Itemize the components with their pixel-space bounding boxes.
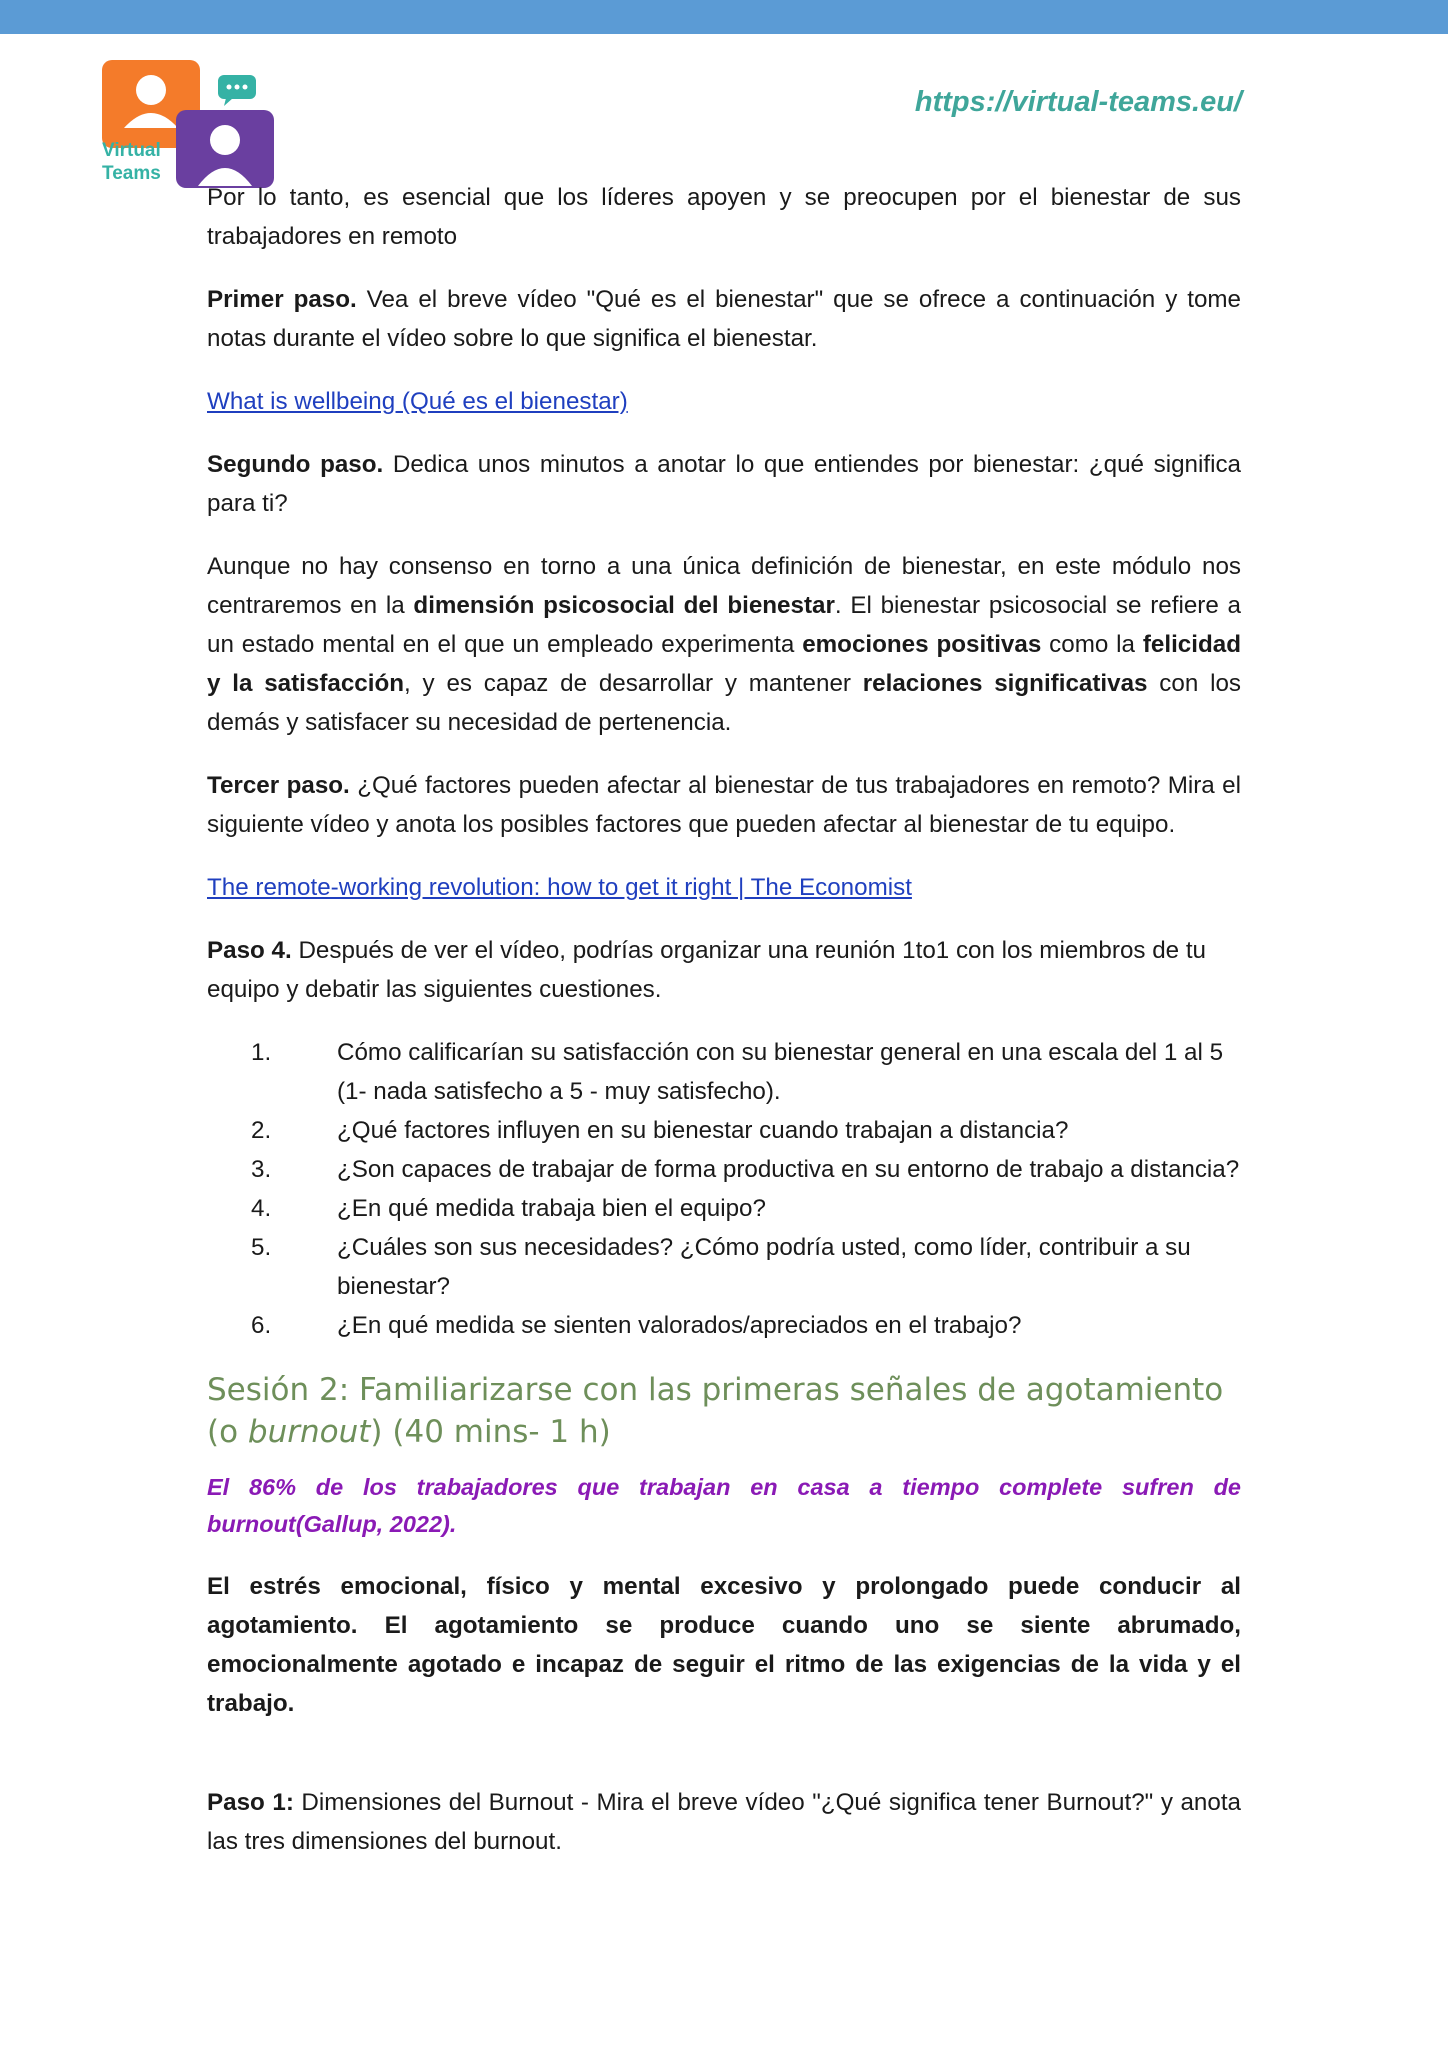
- definition-text-3: como la: [1041, 631, 1143, 658]
- logo-text-virtual: Virtual: [102, 140, 161, 161]
- definition-bold-4: relaciones significativas: [862, 670, 1148, 697]
- step3-paragraph: [207, 766, 1241, 844]
- wellbeing-video-link[interactable]: What is wellbeing (Qué es el bienestar): [207, 388, 628, 415]
- list-item: [207, 1189, 1241, 1228]
- session2-step1-label: Paso 1:: [207, 1789, 294, 1816]
- session2-step1-paragraph: [207, 1783, 1241, 1861]
- questions-list: [207, 1033, 1241, 1345]
- session2-heading-text-2: ) (40 mins- 1 h): [370, 1414, 611, 1450]
- list-item-number: 3.: [251, 1156, 272, 1183]
- step3-label: Tercer paso.: [207, 772, 350, 799]
- step4-paragraph: [207, 931, 1241, 1009]
- list-item-text: ¿En qué medida trabaja bien el equipo?: [337, 1195, 766, 1222]
- list-item: [207, 1033, 1241, 1111]
- step1-label: Primer paso.: [207, 286, 357, 313]
- list-item-number: 2.: [251, 1117, 272, 1144]
- list-item-text: ¿Cuáles son sus necesidades? ¿Cómo podría usted, como líder, contribuir a su bienestar?: [337, 1234, 1191, 1300]
- logo-person-head-purple: [210, 125, 240, 155]
- logo-graphic: [100, 58, 280, 188]
- list-item-text: ¿En qué medida se sienten valorados/apreciados en el trabajo?: [337, 1312, 1022, 1339]
- list-item: [207, 1228, 1241, 1306]
- list-item: [207, 1150, 1241, 1189]
- definition-text-1: Aunque no hay consenso en torno a una única definición de bienestar, en este módulo nos centraremos en la: [207, 553, 1241, 619]
- step1-paragraph: [207, 280, 1241, 358]
- list-item: [207, 1111, 1241, 1150]
- link2-paragraph: [207, 868, 1241, 907]
- economist-video-link[interactable]: The remote-working revolution: how to get it right | The Economist: [207, 874, 912, 901]
- definition-paragraph: [207, 547, 1241, 742]
- virtual-teams-logo: [100, 58, 280, 188]
- session2-heading-italic: burnout: [247, 1414, 371, 1450]
- definition-text-5: con los demás y satisfacer su necesidad de pertenencia.: [207, 670, 1241, 736]
- logo-text-teams: Teams: [102, 163, 161, 184]
- top-accent-bar: [0, 0, 1448, 34]
- definition-bold-3: felicidad y la satisfacción: [207, 631, 1241, 697]
- step2-text: Dedica unos minutos a anotar lo que entiendes por bienestar: ¿qué significa para ti?: [207, 451, 1241, 517]
- session2-heading-text-1: Sesión 2: Familiarizarse con las primeras señales de agotamiento (o: [207, 1372, 1224, 1450]
- link1-paragraph: [207, 382, 1241, 421]
- session2-step1-text: Dimensiones del Burnout - Mira el breve vídeo "¿Qué significa tener Burnout?" y anota las tres dimensiones del burnout.: [207, 1789, 1241, 1855]
- logo-chat-tail: [224, 98, 233, 106]
- list-item-number: 5.: [251, 1234, 272, 1261]
- definition-text-2: . El bienestar psicosocial se refiere a un estado mental en el que un empleado experimenta: [207, 592, 1241, 658]
- burnout-statistic: El 86% de los trabajadores que trabajan en casa a tiempo complete sufren de burnout(Gallup, 2022).: [207, 1474, 1241, 1537]
- step3-text: ¿Qué factores pueden afectar al bienestar de tus trabajadores en remoto? Mira el siguiente vídeo y anota los posibles factores que pueden afectar al bienestar de tu equipo.: [207, 772, 1241, 838]
- step2-paragraph: [207, 445, 1241, 523]
- document-body: [207, 178, 1241, 1885]
- list-item-text: ¿Son capaces de trabajar de forma productiva en su entorno de trabajo a distancia?: [337, 1156, 1240, 1183]
- intro-paragraph: Por lo tanto, es esencial que los líderes apoyen y se preocupen por el bienestar de sus trabajadores en remoto: [207, 184, 1241, 250]
- definition-bold-1: dimensión psicosocial del bienestar: [413, 592, 835, 619]
- step4-text: Después de ver el vídeo, podrías organizar una reunión 1to1 con los miembros de tu equipo y debatir las siguientes cuestiones.: [207, 937, 1207, 1003]
- step1-text: Vea el breve vídeo "Qué es el bienestar" que se ofrece a continuación y tome notas durante el vídeo sobre lo que significa el bienestar.: [207, 286, 1241, 352]
- site-url[interactable]: https://virtual-teams.eu/: [914, 86, 1242, 118]
- step4-label: Paso 4.: [207, 937, 292, 964]
- list-item-text: ¿Qué factores influyen en su bienestar cuando trabajan a distancia?: [337, 1117, 1069, 1144]
- step2-label: Segundo paso.: [207, 451, 384, 478]
- logo-person-head-orange: [136, 75, 166, 105]
- list-item-number: 1.: [251, 1039, 272, 1066]
- list-item-number: 6.: [251, 1312, 272, 1339]
- list-item-text: Cómo calificarían su satisfacción con su bienestar general en una escala del 1 al 5 (1- nada satisfecho a 5 - muy satisfecho).: [337, 1039, 1224, 1105]
- burnout-definition-paragraph: El estrés emocional, físico y mental excesivo y prolongado puede conducir al agotamiento. El agotamiento se produce cuando uno se siente abrumado, emocionalmente agotado e incapaz de seguir el ritmo de las exigencias de la vida y el trabajo.: [207, 1573, 1241, 1717]
- list-item-number: 4.: [251, 1195, 272, 1222]
- definition-text-4: , y es capaz de desarrollar y mantener: [404, 670, 863, 697]
- definition-bold-2: emociones positivas: [802, 631, 1042, 658]
- session2-heading: [207, 1369, 1241, 1453]
- list-item: [207, 1306, 1241, 1345]
